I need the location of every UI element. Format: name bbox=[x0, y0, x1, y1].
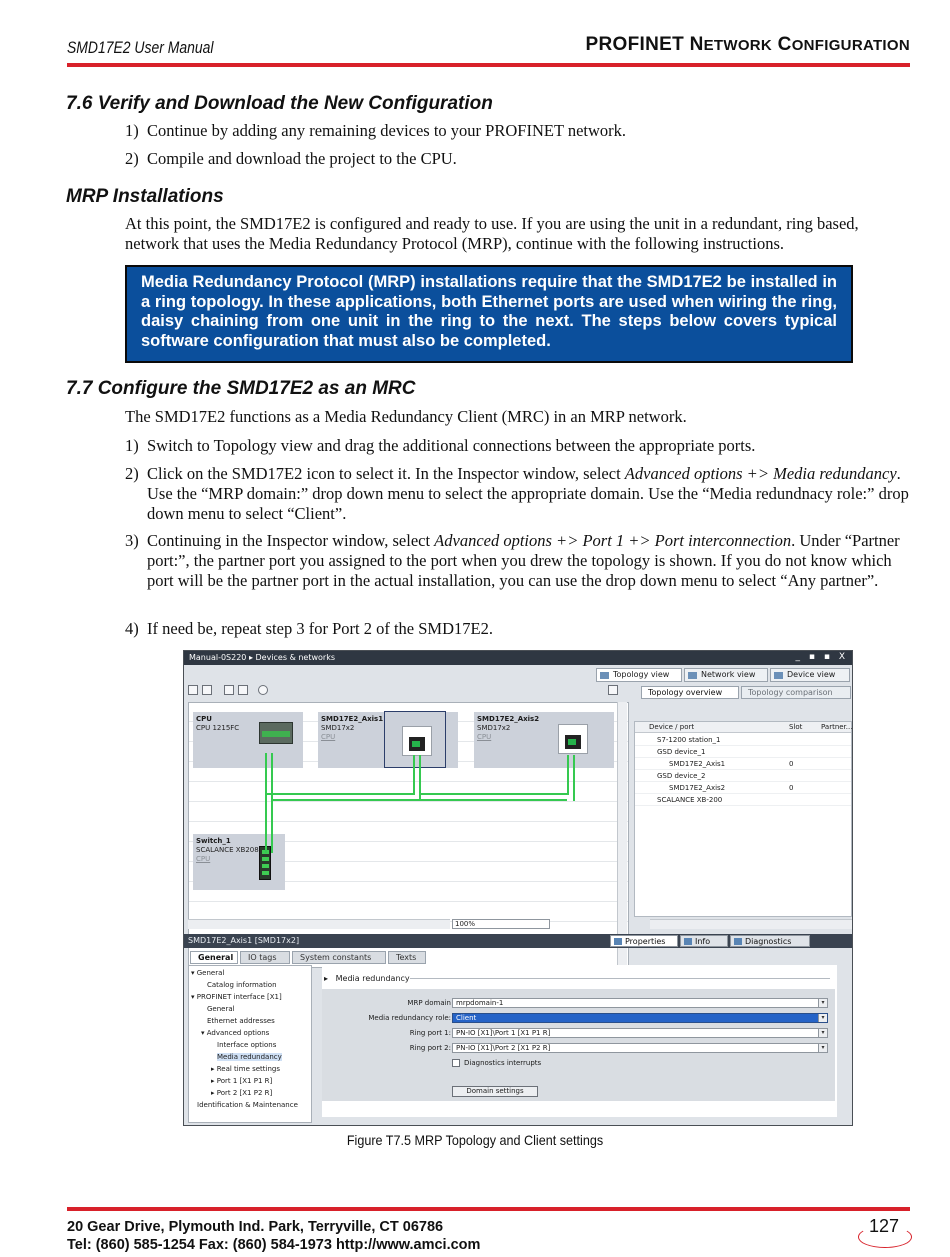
tree-item[interactable]: ▸ Port 2 [X1 P2 R] bbox=[211, 1089, 273, 1097]
window-buttons[interactable]: _ ▪ ▪ X bbox=[795, 652, 848, 662]
topology-wire[interactable] bbox=[419, 793, 569, 795]
diagnostics-icon bbox=[734, 938, 742, 945]
tia-portal-screenshot bbox=[183, 650, 853, 1126]
toolbar-icon[interactable] bbox=[224, 685, 234, 695]
tree-item[interactable]: Identification & Maintenance bbox=[197, 1101, 298, 1109]
diagnostics-interrupts-checkbox[interactable] bbox=[452, 1059, 460, 1067]
tab-network-view[interactable]: Network view bbox=[684, 668, 768, 682]
inspector-titlebar: SMD17E2_Axis1 [SMD17x2] Properties Info Diagnostics bbox=[184, 934, 852, 948]
zoom-icon[interactable] bbox=[258, 685, 268, 695]
footer-address: 20 Gear Drive, Plymouth Ind. Park, Terryville, CT 06786 bbox=[67, 1219, 444, 1235]
list-item: 4) If need be, repeat step 3 for Port 2 of the SMD17E2. bbox=[125, 619, 493, 638]
topology-wire[interactable] bbox=[265, 793, 415, 795]
manual-title: SMD17E2 User Manual bbox=[67, 38, 214, 57]
device-cpu[interactable]: CPU CPU 1215FC bbox=[193, 712, 303, 768]
footer-rule bbox=[67, 1207, 910, 1211]
section-title: ▸ Media redundancy bbox=[324, 974, 410, 983]
properties-tree bbox=[188, 965, 312, 1123]
tree-item-media-redundancy[interactable]: Media redundancy bbox=[217, 1053, 282, 1061]
table-row[interactable]: S7-1200 station_1 bbox=[635, 734, 851, 746]
intro-paragraph: The SMD17E2 functions as a Media Redundancy Client (MRC) in an MRP network. bbox=[125, 407, 687, 426]
network-icon bbox=[688, 672, 697, 679]
chevron-down-icon: ▾ bbox=[818, 1044, 827, 1052]
canvas-vertical-scrollbar[interactable] bbox=[617, 702, 627, 968]
topology-overview-table bbox=[634, 721, 852, 917]
drive-icon bbox=[402, 726, 432, 756]
table-row[interactable]: SMD17E2_Axis1 0 bbox=[635, 758, 851, 770]
tab-device-view[interactable]: Device view bbox=[770, 668, 850, 682]
topology-icon bbox=[600, 672, 609, 679]
table-row[interactable]: SCALANCE XB-200 bbox=[635, 794, 851, 806]
topology-wire[interactable] bbox=[271, 753, 273, 853]
tab-system-constants[interactable]: System constants bbox=[292, 951, 386, 964]
toolbar-icon[interactable] bbox=[188, 685, 198, 695]
table-row[interactable]: SMD17E2_Axis2 0 bbox=[635, 782, 851, 794]
tree-item[interactable]: Interface options bbox=[217, 1041, 277, 1049]
footer-contact: Tel: (860) 585-1254 Fax: (860) 584-1973 http://www.amci.com bbox=[67, 1237, 481, 1253]
figure-caption: Figure T7.5 MRP Topology and Client settings bbox=[346, 1132, 604, 1148]
tab-general[interactable]: General bbox=[190, 951, 238, 964]
table-horizontal-scrollbar[interactable] bbox=[650, 919, 852, 929]
device-smd17e2-axis1[interactable]: SMD17E2_Axis1 SMD17x2 CPU bbox=[318, 712, 458, 768]
window-titlebar: Manual-0S220 ▸ Devices & networks _ ▪ ▪ X bbox=[184, 651, 852, 665]
media-redundancy-panel bbox=[322, 965, 837, 1117]
info-icon bbox=[684, 938, 692, 945]
tree-item[interactable]: Catalog information bbox=[207, 981, 277, 989]
mrp-domain-select[interactable]: mrpdomain-1 ▾ bbox=[452, 998, 828, 1008]
device-switch[interactable]: Switch_1 SCALANCE XB208 CPU bbox=[193, 834, 285, 890]
zoom-select[interactable]: 100% bbox=[452, 919, 550, 929]
drive-icon bbox=[558, 724, 588, 754]
header-rule bbox=[67, 63, 910, 67]
tree-item[interactable]: ▸ Real time settings bbox=[211, 1065, 281, 1073]
topology-wire[interactable] bbox=[413, 755, 415, 795]
domain-settings-button[interactable]: Domain settings bbox=[452, 1086, 538, 1097]
device-smd17e2-axis2[interactable]: SMD17E2_Axis2 SMD17x2 CPU bbox=[474, 712, 614, 768]
tab-topology-comparison[interactable]: Topology comparison bbox=[741, 686, 851, 699]
list-item: 2) Click on the SMD17E2 icon to select it. In the Inspector window, select Advanced options +> Media redundancy. Use the “MRP domain:” drop down menu to select the appropriate domain. Use the “Media redundnacy role:” drop down menu to select “Client”. bbox=[125, 464, 909, 523]
tab-texts[interactable]: Texts bbox=[388, 951, 426, 964]
tab-topology-view[interactable]: Topology view bbox=[596, 668, 682, 682]
ring-port-1-select[interactable]: PN-IO [X1]\Port 1 [X1 P1 R] ▾ bbox=[452, 1028, 828, 1038]
page-header bbox=[67, 34, 910, 64]
list-item: 2) Compile and download the project to the CPU. bbox=[125, 149, 457, 168]
tree-item[interactable]: General bbox=[207, 1005, 235, 1013]
tab-properties[interactable]: Properties bbox=[610, 935, 678, 947]
canvas-horizontal-scrollbar[interactable] bbox=[188, 919, 450, 929]
table-row[interactable]: GSD device_1 bbox=[635, 746, 851, 758]
media-redundancy-form: MRP domain mrpdomain-1 ▾ Media redundancy role: Client ▾ Ring port 1: PN-IO [X1]\Port 1 [X1 P1 R] ▾ Ring port 2: PN-IO [X1]\Port 2 [X1 P2 R] ▾ Diagnostics interrupts Domain settings bbox=[322, 989, 835, 1101]
heading-mrp: MRP Installations bbox=[66, 186, 224, 207]
heading-7-7: 7.7 Configure the SMD17E2 as an MRC bbox=[66, 378, 416, 399]
toolbar-icon[interactable] bbox=[238, 685, 248, 695]
device-icon bbox=[774, 672, 783, 679]
page-number: 127 bbox=[858, 1216, 910, 1244]
tab-io-tags[interactable]: IO tags bbox=[240, 951, 290, 964]
ring-port-2-select[interactable]: PN-IO [X1]\Port 2 [X1 P2 R] ▾ bbox=[452, 1043, 828, 1053]
topology-wire[interactable] bbox=[573, 755, 575, 801]
media-redundancy-role-select[interactable]: Client ▾ bbox=[452, 1013, 828, 1023]
properties-icon bbox=[614, 938, 622, 945]
tree-item[interactable]: Ethernet addresses bbox=[207, 1017, 275, 1025]
list-item: 1) Switch to Topology view and drag the additional connections between the appropriate ports. bbox=[125, 436, 756, 455]
mrp-paragraph: At this point, the SMD17E2 is configured and ready to use. If you are using the unit in a redundant, ring based, network that uses the Media Redundancy Protocol (MRP), continue with the following instructions. bbox=[125, 214, 859, 253]
tree-item[interactable]: ▾ General bbox=[191, 969, 225, 977]
tab-diagnostics[interactable]: Diagnostics bbox=[730, 935, 810, 947]
tree-item[interactable]: ▸ Port 1 [X1 P1 R] bbox=[211, 1077, 273, 1085]
mrp-callout: Media Redundancy Protocol (MRP) installations require that the SMD17E2 be installed in a ring topology. In these applications, both Ethernet ports are used when wiring the ring, daisy chaining from one unit in the ring to the next. The steps below covers typical software configuration that must also be completed. bbox=[125, 265, 853, 363]
tree-item[interactable]: ▾ PROFINET interface [X1] bbox=[191, 993, 282, 1001]
table-row[interactable]: GSD device_2 bbox=[635, 770, 851, 782]
save-layout-icon[interactable] bbox=[608, 685, 618, 695]
list-item: 3) Continuing in the Inspector window, select Advanced options +> Port 1 +> Port interconnection. Under “Partner port:”, the partner port you assigned to the port when you drew the topology is shown. If you do not know which port will be the partner port in the actual installation, you can use the drop down menu to select “Any partner”. bbox=[125, 531, 900, 590]
chevron-down-icon: ▾ bbox=[818, 1014, 827, 1022]
chevron-down-icon: ▾ bbox=[818, 999, 827, 1007]
chevron-down-icon: ▾ bbox=[818, 1029, 827, 1037]
tab-topology-overview[interactable]: Topology overview bbox=[641, 686, 739, 699]
toolbar-icon[interactable] bbox=[202, 685, 212, 695]
topology-wire[interactable] bbox=[265, 753, 267, 853]
chapter-title: PROFINET NETWORK CONFIGURATION bbox=[585, 34, 910, 55]
tab-info[interactable]: Info bbox=[680, 935, 728, 947]
table-header: Device / port Slot Partner... bbox=[635, 722, 851, 733]
topology-wire[interactable] bbox=[567, 755, 569, 795]
list-item: 1) Continue by adding any remaining devices to your PROFINET network. bbox=[125, 121, 627, 140]
page-oval bbox=[858, 1226, 912, 1248]
tree-item[interactable]: ▾ Advanced options bbox=[201, 1029, 270, 1037]
heading-7-6: 7.6 Verify and Download the New Configuration bbox=[66, 93, 493, 114]
plc-icon bbox=[259, 722, 293, 744]
